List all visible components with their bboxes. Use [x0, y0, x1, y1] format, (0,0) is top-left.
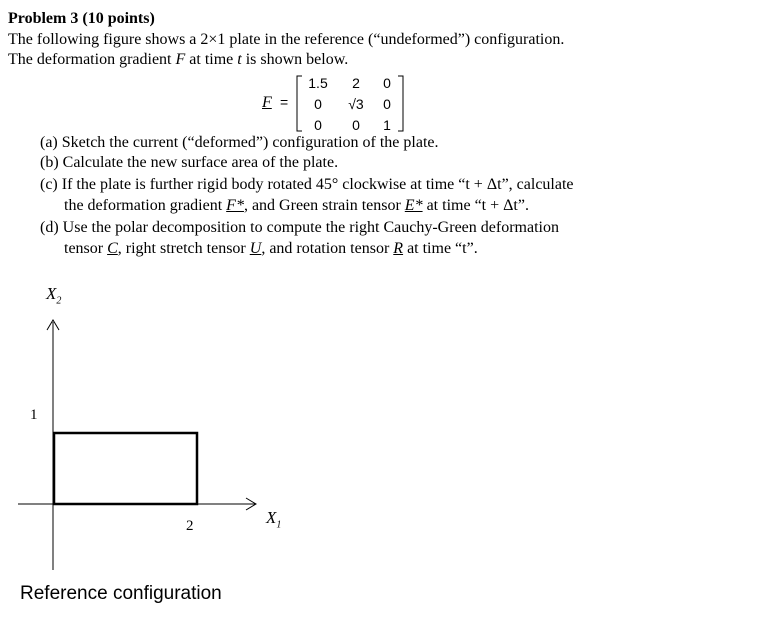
matrix-cell: 0 [383, 96, 391, 112]
figure-caption: Reference configuration [20, 583, 222, 604]
y-axis-label: $X_2$ [46, 284, 62, 307]
matrix-cell: 1.5 [308, 75, 328, 91]
matrix-cell: 0 [314, 117, 322, 133]
time-symbol: t [237, 51, 242, 68]
part-text: the deformation gradient [64, 197, 227, 214]
part-a: (a) Sketch the current (“deformed”) configuration of the plate. [40, 134, 439, 151]
intro-text: The deformation gradient [8, 51, 176, 68]
intro-line-1: The following figure shows a 2×1 plate in the reference (“undeformed”) configuration. [8, 31, 565, 48]
matrix-cell: 0 [314, 96, 322, 112]
part-b: (b) Calculate the new surface area of the plate. [40, 154, 339, 171]
part-text: tensor [64, 240, 108, 257]
rotated-gradient-symbol: F* [226, 197, 244, 214]
part-text: at time “t + Δt”. [422, 197, 529, 214]
matrix-cell: 0 [352, 117, 360, 133]
matrix-cell: 2 [352, 75, 360, 91]
part-text: , and Green strain tensor [243, 197, 405, 214]
x-axis-label: $X_1$ [266, 508, 282, 531]
matrix-equals: = [280, 94, 289, 110]
matrix-symbol: F [262, 94, 272, 111]
part-text: , right stretch tensor [117, 240, 250, 257]
matrix-cell: 0 [383, 75, 391, 91]
deformation-gradient-symbol: F [175, 51, 186, 68]
green-strain-symbol: E* [404, 197, 423, 214]
plate-rectangle [54, 433, 197, 504]
intro-text: is shown below. [241, 51, 349, 68]
problem-title: Problem 3 (10 points) [8, 10, 155, 27]
stretch-tensor-symbol: U [249, 240, 262, 257]
y-tick-label: 1 [30, 407, 38, 423]
matrix-cell: 1 [383, 117, 391, 133]
part-text: at time “t”. [403, 240, 478, 257]
part-c-line-1: (c) If the plate is further rigid body rotated 45° clockwise at time “t + Δt”, calculate [40, 176, 574, 193]
rotation-tensor-symbol: R [393, 240, 404, 257]
cauchy-green-symbol: C [107, 240, 118, 257]
intro-text: at time [185, 51, 238, 68]
part-text: , and rotation tensor [261, 240, 394, 257]
matrix-cell: √3 [348, 96, 364, 112]
x-tick-label: 2 [186, 518, 194, 534]
part-d-line-1: (d) Use the polar decomposition to compute the right Cauchy-Green deformation [40, 219, 559, 236]
